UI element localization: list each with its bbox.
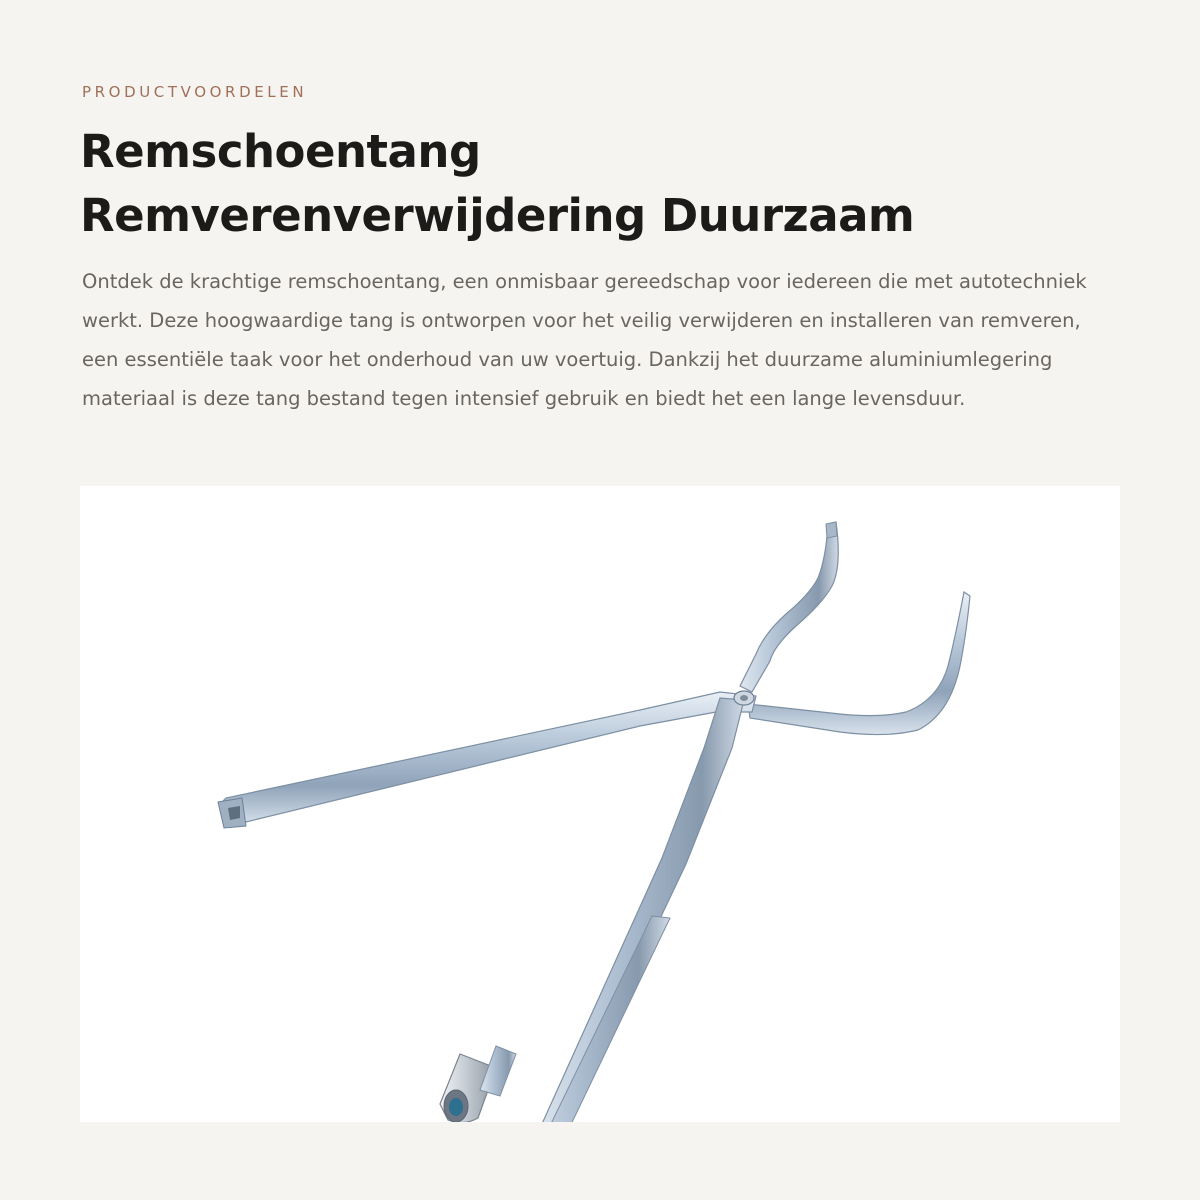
product-description: Ontdek de krachtige remschoentang, een onmisbaar gereedschap voor iedereen die met autotechniek werkt. Deze hoogwaardige tang is ontworpen voor het veilig verwijderen en installeren van remveren, een essentiële taak voor het onderhoud van uw voertuig. Dankzij het duurzame aluminiumlegering materiaal is deze tang bestand tegen intensief gebruik en biedt het een lange levensduur. bbox=[82, 270, 1087, 410]
product-title-line-1: Remschoentang bbox=[80, 125, 481, 178]
right-jaw bbox=[748, 592, 970, 735]
left-handle bbox=[218, 692, 756, 828]
upper-jaw bbox=[740, 522, 838, 692]
socket-handle bbox=[512, 698, 744, 1122]
product-title-line-2: Remverenverwijdering Duurzaam bbox=[80, 189, 915, 242]
product-title bbox=[80, 120, 1120, 248]
section-eyebrow: PRODUCTVOORDELEN bbox=[82, 83, 308, 101]
brake-spring-pliers-image bbox=[80, 486, 1120, 1122]
pivot-rivet bbox=[734, 691, 754, 705]
socket-end bbox=[440, 1046, 516, 1122]
product-image-card bbox=[80, 486, 1120, 1122]
